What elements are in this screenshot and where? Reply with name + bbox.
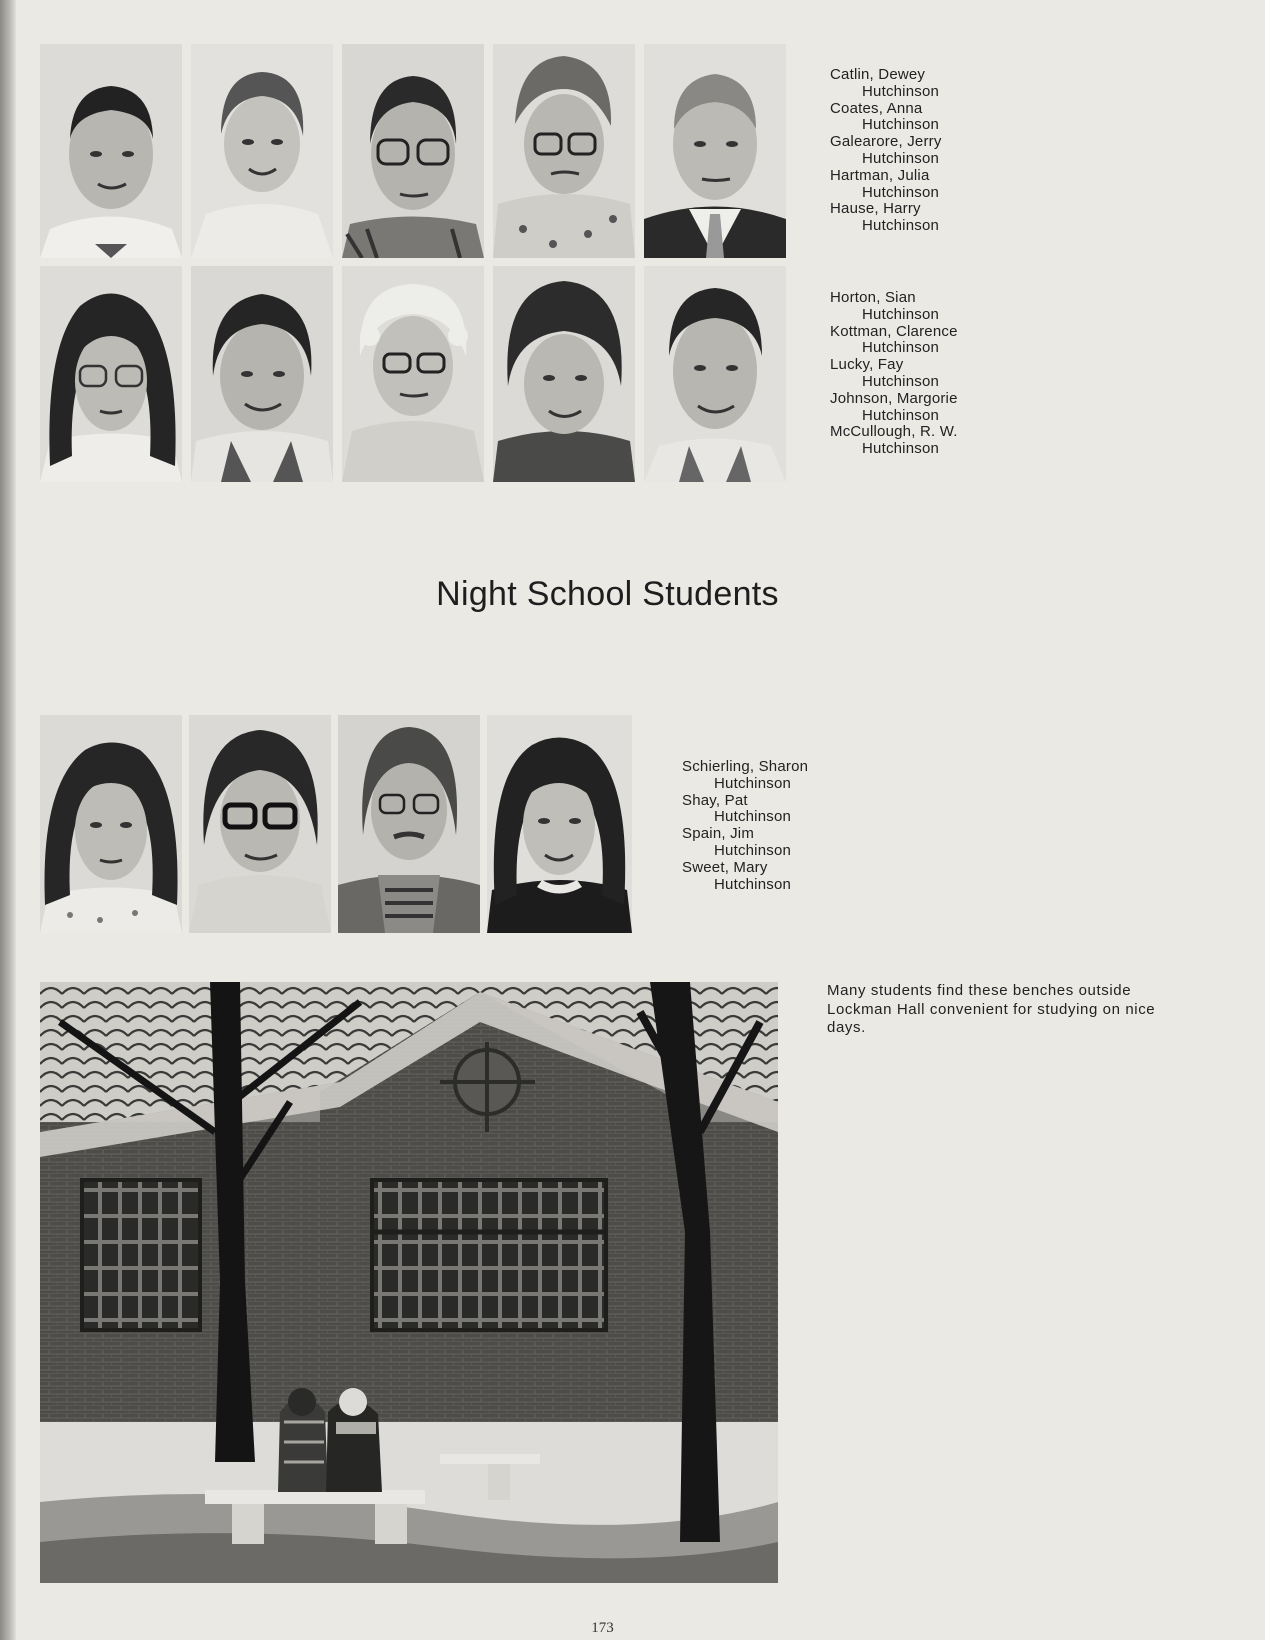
name-entry: Sweet, Mary <box>682 858 768 876</box>
city-entry: Hutchinson <box>862 440 940 458</box>
city-entry: Hutchinson <box>862 217 940 235</box>
city-entry: Hutchinson <box>714 841 792 859</box>
name-entry: Hartman, Julia <box>830 166 930 184</box>
portrait-horton <box>40 266 182 482</box>
name-entry: McCullough, R. W. <box>830 423 958 441</box>
portrait-hartman <box>493 44 635 258</box>
name-entry: Hause, Harry <box>830 200 921 218</box>
section-title: Night School Students <box>436 575 779 613</box>
name-entry: Coates, Anna <box>830 99 923 117</box>
portrait-kottman <box>191 266 333 482</box>
name-entry: Horton, Sian <box>830 289 916 306</box>
name-entry: Kottman, Clarence <box>830 322 958 340</box>
name-entry: Catlin, Dewey <box>830 66 926 83</box>
city-entry: Hutchinson <box>862 116 940 134</box>
portrait-mccullough <box>644 266 786 482</box>
portrait-coates <box>191 44 333 258</box>
name-entry: Shay, Pat <box>682 791 748 809</box>
page-number: 173 <box>591 1620 614 1636</box>
name-entry: Schierling, Sharon <box>682 758 809 775</box>
name-entry: Spain, Jim <box>682 825 755 843</box>
campus-photo-lockman-hall <box>40 982 778 1583</box>
portrait-spain <box>338 715 480 933</box>
city-entry: Hutchinson <box>714 808 792 826</box>
city-entry: Hutchinson <box>862 339 940 357</box>
portrait-schierling <box>40 715 182 933</box>
names-group-2 <box>830 290 958 458</box>
city-entry: Hutchinson <box>714 774 792 792</box>
names-group-3 <box>682 759 808 893</box>
name-entry: Lucky, Fay <box>830 356 904 374</box>
city-entry: Hutchinson <box>862 183 940 201</box>
city-entry: Hutchinson <box>862 305 940 323</box>
portrait-johnson <box>493 266 635 482</box>
city-entry: Hutchinson <box>714 875 792 893</box>
portrait-galearore <box>342 44 484 258</box>
page-binding-edge <box>0 0 16 1640</box>
city-entry: Hutchinson <box>862 82 940 100</box>
city-entry: Hutchinson <box>862 406 940 424</box>
portrait-lucky <box>342 266 484 482</box>
portrait-sweet <box>487 715 632 933</box>
photo-caption: Many students find these benches outside Lockman Hall convenient for studying on nice days. <box>827 982 1156 1036</box>
portrait-shay <box>189 715 331 933</box>
name-entry: Johnson, Margorie <box>830 389 958 407</box>
city-entry: Hutchinson <box>862 372 940 390</box>
name-entry: Galearore, Jerry <box>830 133 942 151</box>
city-entry: Hutchinson <box>862 149 940 167</box>
names-group-1 <box>830 67 942 235</box>
portrait-hause <box>644 44 786 258</box>
portrait-catlin <box>40 44 182 258</box>
